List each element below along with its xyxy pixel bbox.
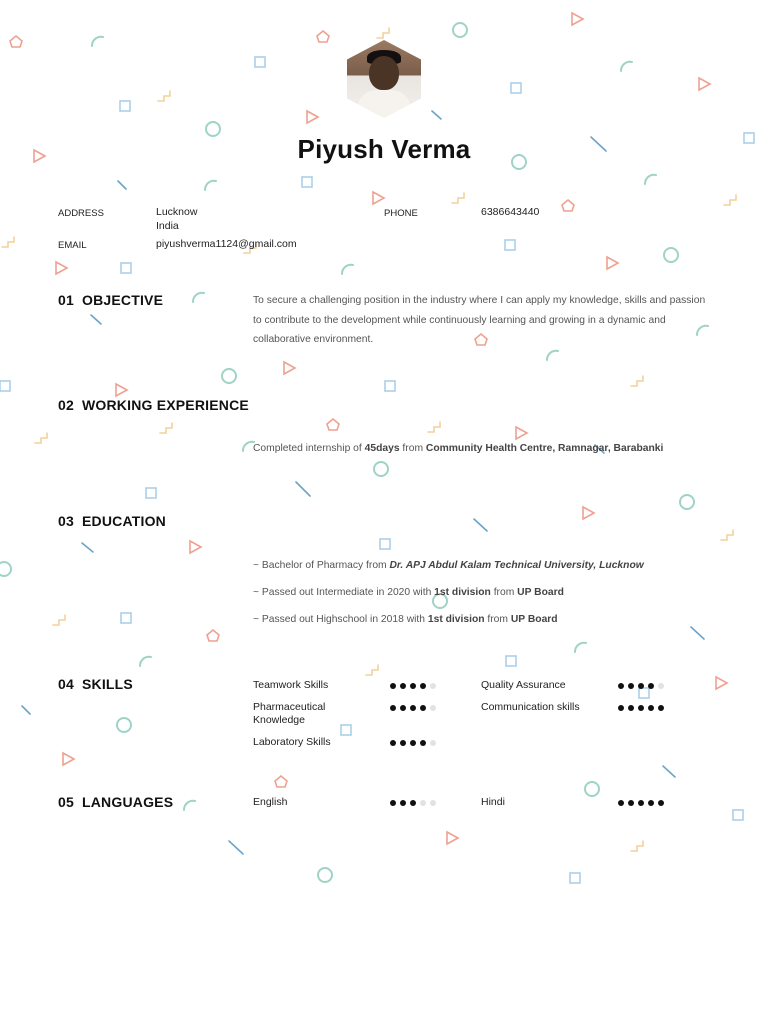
rating-dot-filled — [410, 740, 416, 746]
rating-dot-filled — [648, 683, 654, 689]
rating-dot-filled — [618, 800, 624, 806]
section-title-skills: 04 SKILLS — [58, 676, 133, 692]
rating-dot-filled — [390, 683, 396, 689]
rating-dot-filled — [628, 800, 634, 806]
skill-name: Pharmaceutical Knowledge — [253, 701, 326, 726]
skill-rating — [390, 681, 436, 691]
rating-dot-filled — [628, 705, 634, 711]
rating-dot-filled — [400, 683, 406, 689]
rating-dot-empty — [430, 740, 436, 746]
skill-name: Communication skills — [481, 701, 580, 713]
language-name: Hindi — [481, 796, 505, 808]
rating-dot-filled — [390, 800, 396, 806]
rating-dot-filled — [638, 683, 644, 689]
rating-dot-filled — [648, 800, 654, 806]
education-item: ~ Passed out Intermediate in 2020 with 1st division from UP Board — [253, 587, 564, 598]
rating-dot-filled — [390, 705, 396, 711]
rating-dot-empty — [658, 683, 664, 689]
objective-text: To secure a challenging position in the industry where I can apply my knowledge, skills and passion to contribute to the development while continuously learning and growing in a dynamic and collaborative environment. — [253, 295, 706, 345]
rating-dot-filled — [420, 705, 426, 711]
experience-entry: Completed internship of 45days from Community Health Centre, Ramnagar, Barabanki — [253, 443, 664, 454]
language-rating — [618, 798, 664, 808]
rating-dot-filled — [410, 800, 416, 806]
rating-dot-filled — [400, 705, 406, 711]
rating-dot-empty — [420, 800, 426, 806]
rating-dot-filled — [400, 740, 406, 746]
rating-dot-filled — [638, 800, 644, 806]
rating-dot-filled — [410, 705, 416, 711]
address-line-2: India — [156, 220, 179, 232]
rating-dot-filled — [618, 705, 624, 711]
rating-dot-empty — [430, 800, 436, 806]
rating-dot-filled — [638, 705, 644, 711]
email-value: piyushverma1124@gmail.com — [156, 238, 297, 250]
language-name: English — [253, 796, 288, 808]
rating-dot-filled — [420, 740, 426, 746]
rating-dot-filled — [390, 740, 396, 746]
section-title-education: 03 EDUCATION — [58, 513, 166, 529]
skill-rating — [390, 738, 436, 748]
language-rating — [390, 798, 436, 808]
skill-name: Laboratory Skills — [253, 736, 331, 748]
section-title-objective: 01 OBJECTIVE — [58, 292, 164, 308]
profile-photo — [347, 40, 421, 118]
skill-rating — [390, 703, 436, 713]
rating-dot-filled — [410, 683, 416, 689]
phone-label: PHONE — [384, 208, 418, 219]
rating-dot-filled — [420, 683, 426, 689]
address-line-1: Lucknow — [156, 206, 198, 218]
education-item: ~ Bachelor of Pharmacy from Dr. APJ Abdul Kalam Technical University, Lucknow — [253, 560, 644, 571]
skill-rating — [618, 681, 664, 691]
rating-dot-empty — [430, 705, 436, 711]
rating-dot-filled — [400, 800, 406, 806]
rating-dot-filled — [618, 683, 624, 689]
section-title-experience: 02 WORKING EXPERIENCE — [58, 397, 249, 413]
phone-value: 6386643440 — [481, 206, 540, 218]
address-label: ADDRESS — [58, 208, 104, 219]
skill-rating — [618, 703, 664, 713]
candidate-name: Piyush Verma — [297, 134, 471, 164]
section-title-languages: 05 LANGUAGES — [58, 794, 174, 810]
skill-name: Teamwork Skills — [253, 679, 329, 691]
education-item: ~ Passed out Highschool in 2018 with 1st division from UP Board — [253, 614, 558, 625]
rating-dot-filled — [628, 683, 634, 689]
skill-name: Quality Assurance — [481, 679, 566, 691]
rating-dot-filled — [648, 705, 654, 711]
rating-dot-filled — [658, 705, 664, 711]
rating-dot-filled — [658, 800, 664, 806]
rating-dot-empty — [430, 683, 436, 689]
email-label: EMAIL — [58, 240, 87, 251]
